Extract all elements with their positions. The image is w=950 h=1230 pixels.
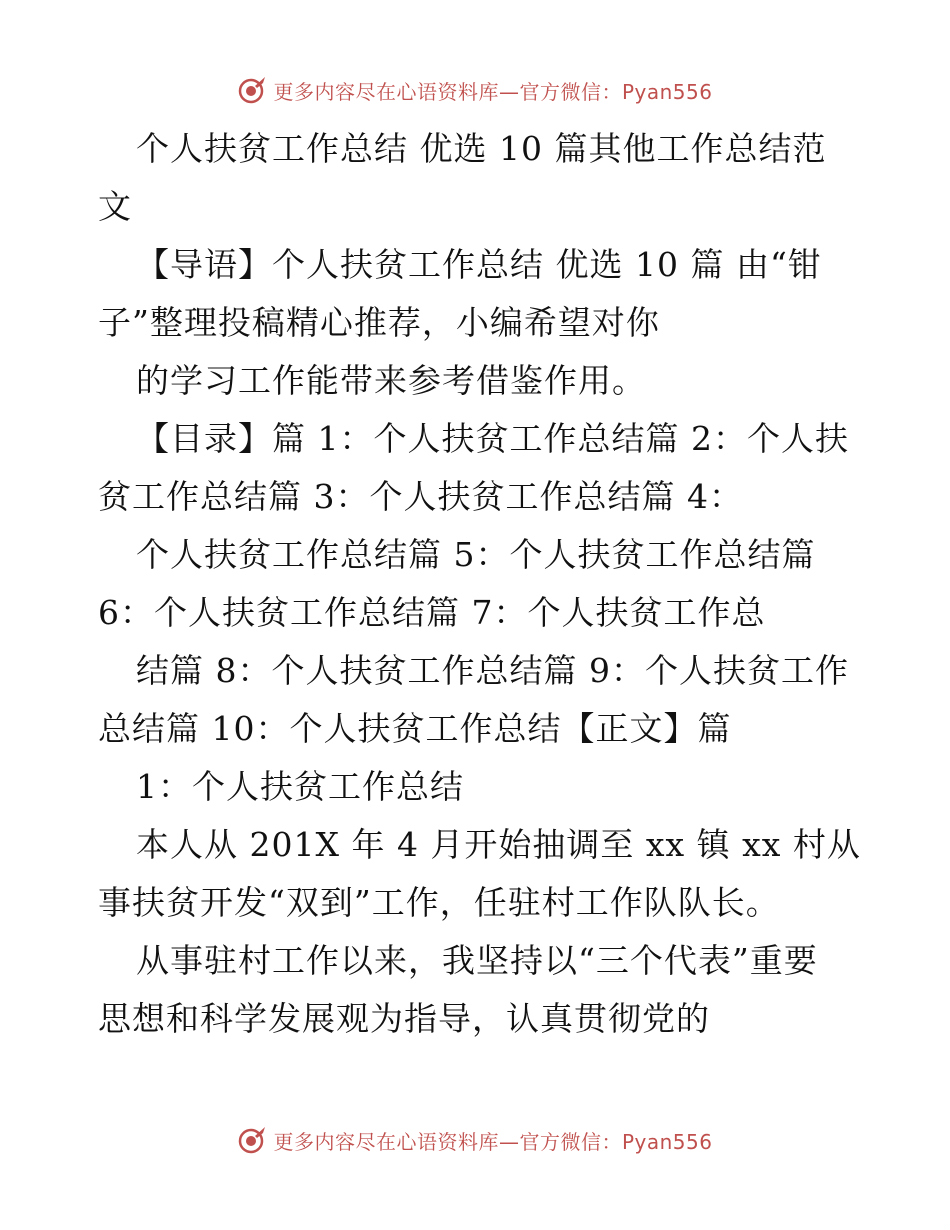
text-line: 结篇 8：个人扶贫工作总结篇 9：个人扶贫工作 [136,651,849,690]
text-line: 的学习工作能带来参考借鉴作用。 [136,361,646,400]
text-line: 个人扶贫工作总结篇 5：个人扶贫工作总结篇 [136,535,816,574]
text-line: 思想和科学发展观为指导，认真贯彻党的 [98,999,710,1038]
footer-watermark [0,1120,950,1160]
pen-circle-logo-icon [237,75,267,105]
watermark-text: 更多内容尽在心语资料库—官方微信：Pyan556 [273,79,713,104]
text-line: 6：个人扶贫工作总结篇 7：个人扶贫工作总 [98,593,766,632]
header-watermark [0,70,950,110]
text-line: 1：个人扶贫工作总结 [136,767,464,806]
watermark-text: 更多内容尽在心语资料库—官方微信：Pyan556 [273,1129,713,1154]
pen-circle-logo-icon [237,1125,267,1155]
text-line: 个人扶贫工作总结 优选 10 篇其他工作总结范 [136,129,827,168]
text-line: 从事驻村工作以来，我坚持以“三个代表”重要 [136,941,818,980]
text-line: 本人从 201X 年 4 月开始抽调至 xx 镇 xx 村从 [136,825,861,864]
text-line: 【导语】个人扶贫工作总结 优选 10 篇 由“钳 [136,245,822,284]
document-body [98,120,861,1048]
text-line: 总结篇 10：个人扶贫工作总结【正文】篇 [98,709,732,748]
text-line: 【目录】篇 1：个人扶贫工作总结篇 2：个人扶 [136,419,849,458]
text-line: 文 [98,187,132,226]
text-line: 贫工作总结篇 3：个人扶贫工作总结篇 4： [98,477,743,516]
text-line: 事扶贫开发“双到”工作，任驻村工作队队长。 [98,883,780,922]
text-line: 子”整理投稿精心推荐，小编希望对你 [98,303,660,342]
